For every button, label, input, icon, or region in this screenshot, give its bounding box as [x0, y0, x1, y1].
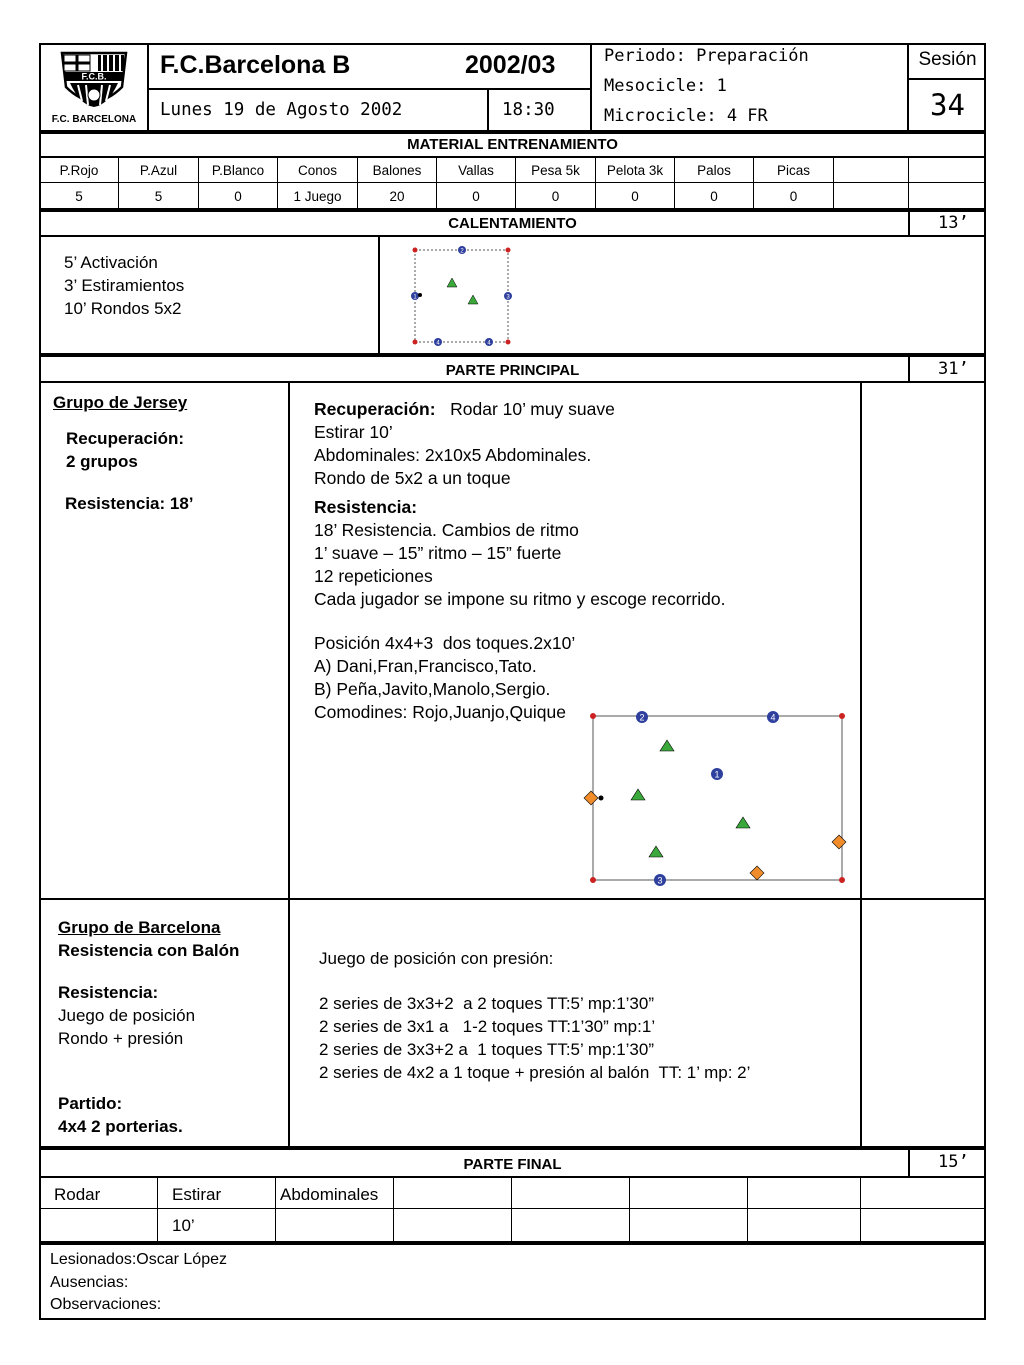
team-name: F.C.Barcelona B: [160, 51, 351, 79]
jersey-detail: Recuperación: Rodar 10’ muy suave Estirar 10’ Abdominales: 2x10x5 Abdominales. Rondo de 5x2 a un toque Resistencia: 18’ Resistencia. Cambios de ritmo 1’ suave – 15” ritmo – 15” fuerte 12 repeticiones Cada jugador se impone su ritmo y escoge recorrido. Posición 4x4+3 dos toques.2x10’ A) Dani,Fran,Francisco,Tato. B) Peña,Javito,Manolo,Sergio. Comodines: Rojo,Juanjo,Quique: [314, 399, 726, 722]
lesionados: Lesionados:Oscar López: [50, 1251, 227, 1268]
list-item: Posición 4x4+3 dos toques.2x10’: [314, 633, 576, 653]
material-val-vallas: 0: [472, 189, 480, 204]
observaciones: Observaciones:: [50, 1296, 162, 1313]
season: 2002/03: [465, 51, 556, 79]
svg-text:F.C.B.: F.C.B.: [81, 71, 107, 82]
rondo-diagram: [405, 243, 517, 348]
player-number: 4: [436, 340, 440, 347]
material-col-balones: Balones: [372, 163, 422, 178]
principal-duration: 31’: [938, 359, 969, 379]
list-item: Juego de posición: [58, 1006, 196, 1025]
player-green: [736, 817, 750, 828]
material-col-pelota: Pelota 3k: [606, 163, 664, 178]
player-orange: [832, 835, 846, 849]
list-item: Estirar 10’: [314, 422, 393, 442]
player-green: [447, 278, 457, 287]
list-item: 2 series de 4x2 a 1 toque + presión al balón TT: 1’ mp: 2’: [319, 1063, 751, 1082]
list-item: B) Peña,Javito,Manolo,Sergio.: [314, 679, 551, 699]
cone-marker: [506, 248, 511, 253]
player-number: 2: [639, 712, 645, 723]
list-item: Comodines: Rojo,Juanjo,Quique: [314, 702, 566, 722]
calentamiento-duration: 13’: [938, 213, 969, 233]
ausencias: Ausencias:: [50, 1273, 129, 1291]
club-caption: F.C. BARCELONA: [51, 114, 137, 125]
position-game-diagram: [580, 705, 855, 890]
periodo: Periodo: Preparación: [604, 46, 809, 66]
calentamiento-title: CALENTAMIENTO: [448, 215, 577, 232]
player-number: 4: [770, 712, 776, 723]
list-item: 2 series de 3x3+2 a 2 toques TT:5’ mp:1’30”: [319, 994, 655, 1013]
cone-marker: [590, 713, 596, 719]
material-col-azul: P.Azul: [139, 163, 178, 178]
list-item: Abdominales: 2x10x5 Abdominales.: [314, 445, 592, 465]
jersey-resistencia: Resistencia: 18’: [65, 494, 194, 513]
calentamiento-list: [64, 251, 184, 320]
material-title: MATERIAL ENTRENAMIENTO: [407, 136, 618, 153]
player-green: [660, 740, 674, 751]
player-number: 3: [657, 875, 663, 886]
list-item: 2 series de 3x3+2 a 1 toques TT:5’ mp:1’30”: [319, 1040, 655, 1059]
final-item-abdominales: Abdominales: [280, 1185, 379, 1204]
material-val-pesa: 0: [551, 189, 560, 204]
final-item-estirar: Estirar: [172, 1185, 222, 1204]
material-col-blanco: P.Blanco: [211, 163, 265, 178]
jersey-group-title: Grupo de Jersey: [53, 393, 188, 412]
mesociclo: Mesocicle: 1: [604, 76, 727, 96]
club-crest-logo: [52, 47, 136, 113]
list-item: 2 series de 3x1 a 1-2 toques TT:1’30” mp:1’: [319, 1017, 656, 1036]
material-col-pesa: Pesa 5k: [531, 163, 580, 178]
final-title: PARTE FINAL: [463, 1156, 562, 1173]
barcelona-group: Grupo de Barcelona Resistencia con Balón Resistencia: Juego de posición Rondo + presión Partido: 4x4 2 porterias.: [58, 918, 240, 1136]
material-col-conos: Conos: [297, 163, 338, 178]
list-item: 1’ suave – 15” ritmo – 15” fuerte: [314, 543, 562, 563]
player-green: [631, 789, 645, 800]
list-item: Rondo de 5x2 a un toque: [314, 468, 511, 488]
material-val-picas: 0: [789, 189, 798, 204]
material-val-azul: 5: [154, 189, 163, 204]
list-item: 12 repeticiones: [314, 566, 433, 586]
list-item: A) Dani,Fran,Francisco,Tato.: [314, 656, 537, 676]
material-val-palos: 0: [710, 189, 718, 204]
principal-title: PARTE PRINCIPAL: [445, 362, 580, 379]
microciclo: Microcicle: 4 FR: [604, 106, 768, 126]
material-val-balones: 20: [389, 189, 405, 204]
jersey-recuperacion: Recuperación: 2 grupos: [66, 429, 185, 471]
session-date: Lunes 19 de Agosto 2002: [160, 100, 403, 120]
cone-marker: [413, 248, 418, 253]
list-item: Cada jugador se impone su ritmo y escoge recorrido.: [314, 589, 726, 609]
material-col-rojo: P.Rojo: [59, 163, 99, 178]
player-orange: [584, 791, 598, 805]
cone-marker: [413, 340, 418, 345]
player-green: [468, 295, 478, 304]
player-green: [649, 846, 663, 857]
player-number: 3: [506, 294, 510, 301]
material-val-pelota: 0: [631, 189, 639, 204]
material-val-conos: 1 Juego: [293, 189, 342, 204]
cone-marker: [839, 713, 845, 719]
list-item: 5’ Activación: [64, 253, 158, 272]
sesion-label: Sesión: [918, 49, 977, 70]
footer-notes: [50, 1249, 227, 1317]
cone-marker: [590, 877, 596, 883]
cone-marker: [839, 877, 845, 883]
ball-marker: [599, 796, 604, 801]
player-orange: [750, 866, 764, 880]
list-item: 3’ Estiramientos: [64, 276, 185, 295]
material-col-vallas: Vallas: [458, 163, 494, 178]
barcelona-detail: Juego de posición con presión: 2 series de 3x3+2 a 2 toques TT:5’ mp:1’30” 2 series de 3x1 a 1-2 toques TT:1’30” mp:1’ 2 series de 3x3+2 a 1 toques TT:5’ mp:1’30” 2 series de 4x2 a 1 toque + presión al balón TT: 1’ mp: 2’: [319, 949, 751, 1082]
player-number: 4: [487, 340, 491, 347]
final-duration: 15’: [938, 1152, 969, 1172]
cone-marker: [506, 340, 511, 345]
material-val-blanco: 0: [234, 189, 242, 204]
final-item-rodar: Rodar: [54, 1185, 101, 1204]
material-col-picas: Picas: [776, 163, 810, 178]
final-value-estirar: 10’: [172, 1216, 195, 1235]
material-val-rojo: 5: [75, 189, 83, 204]
player-number: 2: [460, 248, 464, 255]
sesion-number: 34: [930, 88, 965, 122]
list-item: 10’ Rondos 5x2: [64, 299, 182, 318]
list-item: 18’ Resistencia. Cambios de ritmo: [314, 520, 579, 540]
session-time: 18:30: [502, 100, 555, 120]
list-item: Rondo + presión: [58, 1029, 184, 1048]
player-number: 1: [413, 294, 417, 301]
ball-marker: [418, 293, 422, 297]
material-col-palos: Palos: [697, 163, 731, 178]
player-number: 1: [714, 769, 720, 780]
